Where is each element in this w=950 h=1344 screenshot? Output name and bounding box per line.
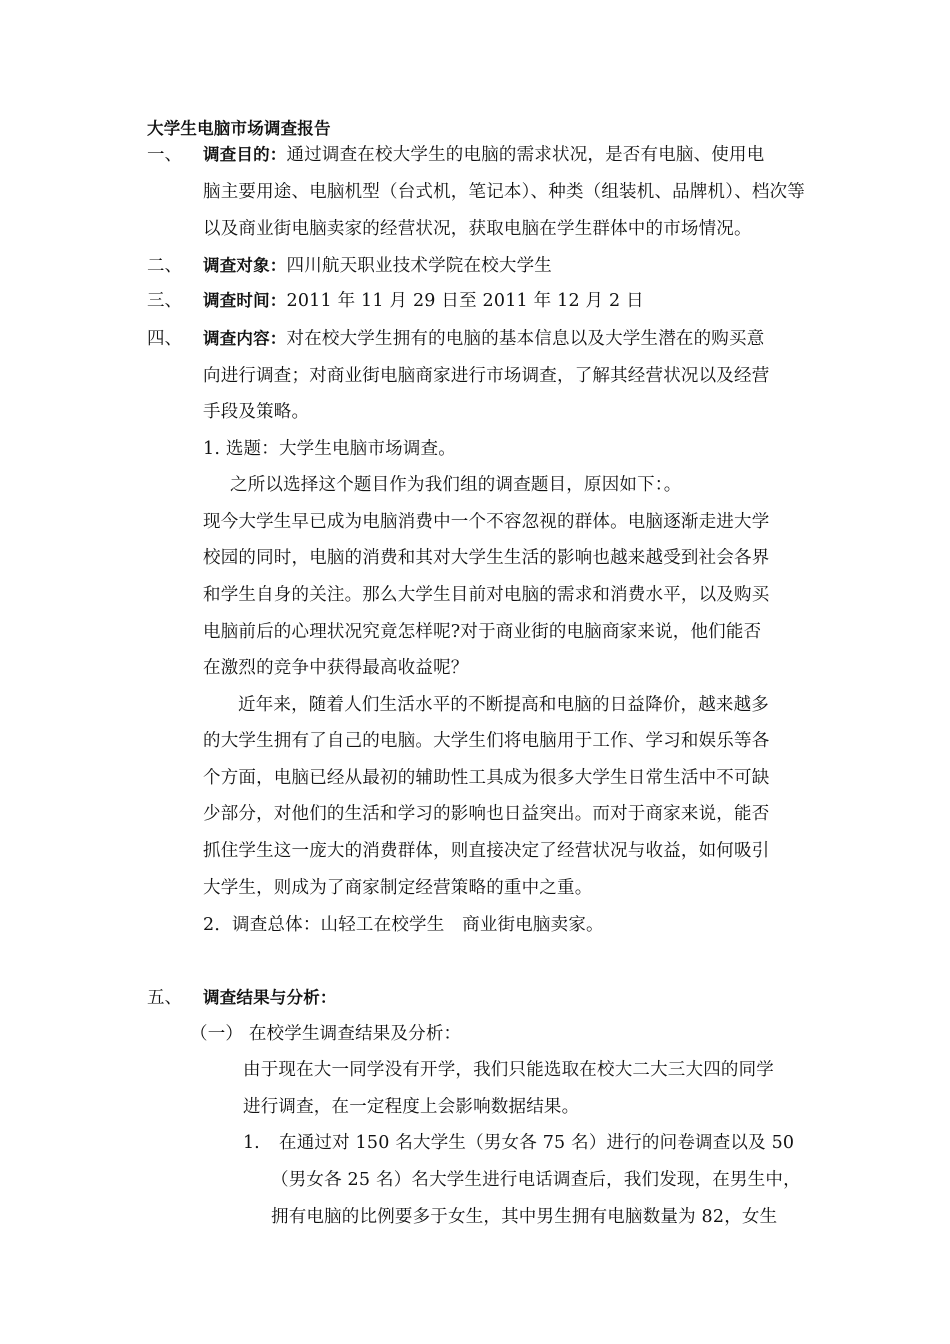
section-number: 二、 — [147, 256, 182, 276]
text-line: 现今大学生早已成为电脑消费中一个不容忽视的群体。电脑逐渐走进大学 — [203, 512, 770, 532]
section-label: 调查时间： — [203, 291, 287, 310]
document-title: 大学生电脑市场调查报告 — [147, 119, 331, 138]
text-line: 校园的同时，电脑的消费和其对大学生生活的影响也越来越受到社会各界 — [203, 548, 770, 568]
text-line: 电脑前后的心理状况究竟怎样呢?对于商业街的电脑商家来说，他们能否 — [203, 622, 762, 642]
text-line: 个方面，电脑已经从最初的辅助性工具成为很多大学生日常生活中不可缺 — [203, 768, 770, 788]
list-item: 1. 选题：大学生电脑市场调查。 — [203, 439, 456, 459]
section-label: 调查结果与分析： — [203, 988, 337, 1007]
section-label: 调查目的： — [203, 145, 287, 164]
text-line: 由于现在大一同学没有开学，我们只能选取在校大二大三大四的同学 — [243, 1060, 774, 1080]
section-number: 四、 — [147, 329, 182, 349]
text-line: 四川航天职业技术学院在校大学生 — [286, 256, 552, 276]
text-line: 在通过对 150 名大学生（男女各 75 名）进行的问卷调查以及 50 — [279, 1133, 795, 1153]
section-label: 调查内容： — [203, 329, 287, 348]
text-line: 对在校大学生拥有的电脑的基本信息以及大学生潜在的购买意 — [286, 329, 765, 349]
text-line: 拥有电脑的比例要多于女生，其中男生拥有电脑数量为 82，女生 — [271, 1207, 778, 1227]
list-number: 1. — [243, 1133, 260, 1153]
text-line: 以及商业街电脑卖家的经营状况，获取电脑在学生群体中的市场情况。 — [203, 219, 752, 239]
text-line: 的大学生拥有了自己的电脑。大学生们将电脑用于工作、学习和娱乐等各 — [203, 731, 770, 751]
text-line: 通过调查在校大学生的电脑的需求状况，是否有电脑、使用电 — [286, 145, 765, 165]
text-line: 2011 年 11 月 29 日至 2011 年 12 月 2 日 — [286, 291, 644, 311]
section-number: 三、 — [147, 291, 182, 311]
section-heading-line — [203, 327, 764, 351]
section-heading-line — [203, 254, 552, 278]
text-line: 近年来，随着人们生活水平的不断提高和电脑的日益降价，越来越多 — [238, 695, 769, 715]
section-heading-line — [203, 289, 644, 313]
text-line: 大学生，则成为了商家制定经营策略的重中之重。 — [203, 878, 593, 898]
text-line: 之所以选择这个题目作为我们组的调查题目，原因如下：。 — [230, 475, 682, 495]
section-heading-line — [203, 143, 764, 167]
text-line: 少部分，对他们的生活和学习的影响也日益突出。而对于商家来说，能否 — [203, 804, 770, 824]
text-line: 向进行调查；对商业街电脑商家进行市场调查，了解其经营状况以及经营 — [203, 366, 770, 386]
text-line: 脑主要用途、电脑机型（台式机，笔记本）、种类（组装机、品牌机）、档次等 — [203, 182, 805, 202]
section-label: 调查对象： — [203, 256, 287, 275]
text-line: 和学生自身的关注。那么大学生目前对电脑的需求和消费水平，以及购买 — [203, 585, 770, 605]
text-line: （男女各 25 名）名大学生进行电话调查后，我们发现，在男生中， — [271, 1170, 801, 1190]
text-line: 在激烈的竞争中获得最高收益呢？ — [203, 658, 469, 678]
list-item: 2．调查总体：山轻工在校学生 商业街电脑卖家。 — [203, 915, 604, 935]
section-number: 一、 — [147, 145, 182, 165]
text-line: 手段及策略。 — [203, 402, 310, 422]
text-line: 抓住学生这一庞大的消费群体，则直接决定了经营状况与收益，如何吸引 — [203, 841, 770, 861]
subsection-heading: （一） 在校学生调查结果及分析： — [190, 1024, 462, 1044]
section-number: 五、 — [147, 988, 182, 1008]
text-line: 进行调查，在一定程度上会影响数据结果。 — [243, 1097, 580, 1117]
